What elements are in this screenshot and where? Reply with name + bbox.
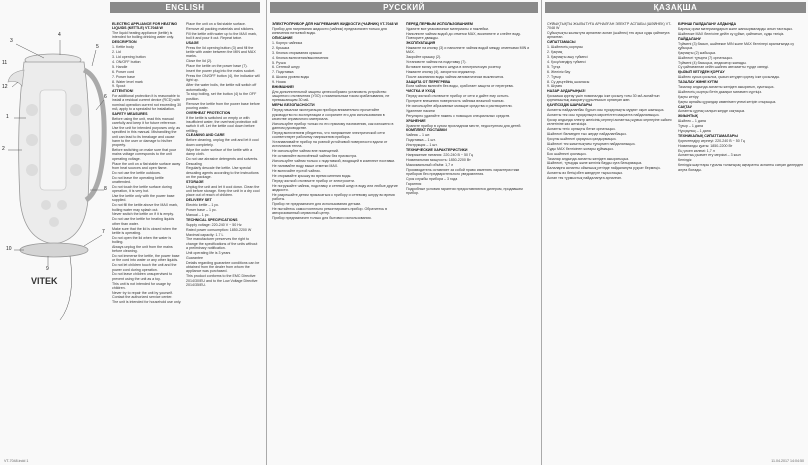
manual-paragraph: Power base – 1 pc. <box>186 208 217 213</box>
manual-paragraph: Шәйнек сусыз қосылса, қызып кетуден қорғау іске қосылады. <box>678 75 781 80</box>
manual-paragraph: 4. Қосу/сөндіру түймесі <box>547 59 586 64</box>
manual-paragraph: Регулярно удаляйте накипь с помощью специальных средств. <box>406 113 511 118</box>
manual-paragraph: Do not use the kettle outdoors. <box>112 170 161 175</box>
manual-paragraph: Before switching on make sure that your mains voltage corresponds to the unit operating voltage. <box>112 148 177 161</box>
manual-paragraph: Unplug the unit and let it cool down. Clean the unit before storage. Keep the unit in a dry cool place out of reach of children. <box>186 184 260 198</box>
manual-paragraph: Перед чисткой отключите прибор от электросети. <box>272 178 355 183</box>
manual-paragraph: Используйте чайник только с подставкой, входящей в комплект поставки. <box>272 159 396 164</box>
manual-paragraph: Чайник – 1 шт. <box>406 133 431 138</box>
manual-paragraph: ҚАУІПСІЗДІК ШАРАЛАРЫ <box>547 103 593 108</box>
manual-paragraph: ATTENTION! <box>112 89 134 94</box>
manual-paragraph: Maximal capacity: 1.7 L <box>186 232 224 237</box>
manual-paragraph: Wipe the outer surface of the kettle with a damp cloth. <box>186 147 253 156</box>
manual-paragraph: Вставьте вилку сетевого шнура в электрическую розетку. <box>406 64 502 69</box>
manual-paragraph: 1. Kettle body <box>112 45 134 50</box>
manual-paragraph: Не используйте чайник вне помещений. <box>272 149 339 154</box>
manual-paragraph: Шәйнекті, тұғырды және желілік бауды суға батырмаңыз. <box>547 161 643 166</box>
manual-paragraph: Қақты кетіру <box>678 94 699 99</box>
manual-paragraph: Аспап тек тұрмыстық пайдалануға арналған. <box>547 176 622 181</box>
manual-paragraph: Түймені (3) басып, шәйнекке MIN және MAX белгілері аралығында су құйыңыз. <box>678 41 794 50</box>
manual-paragraph: ПАЙДАЛАНУ <box>678 36 701 41</box>
manual-paragraph: Шәйнекті тек жиынтықтағы тұғырмен пайдаланыңыз. <box>547 141 636 146</box>
callout-5: 5 <box>96 44 99 50</box>
manual-paragraph: Тазалар алдында аспапты желіден ажыратып, суытыңыз. <box>678 84 775 89</box>
callout-7: 7 <box>102 229 105 235</box>
manual-paragraph: ОПИСАНИЕ <box>272 36 293 41</box>
manual-paragraph: Use the kettle only with the power base supplied. <box>112 194 175 203</box>
manual-paragraph: Гарантия <box>406 181 422 186</box>
manual-paragraph: Remove all packing materials and stickers. <box>186 26 255 31</box>
manual-paragraph: Do not open the lid when the water is boiling. <box>112 235 172 244</box>
manual-paragraph: Тұғыр – 1 дана <box>678 124 703 129</box>
manual-paragraph: Қосулы шәйнекті қараусыз қалдырмаңыз. <box>547 137 617 141</box>
manual-paragraph: CLEANING AND CARE <box>186 133 225 138</box>
russian-column-2 <box>406 22 536 447</box>
manual-paragraph: ЭЛЕКТРОПРИБОР ДЛЯ НАГРЕВАНИЯ ЖИДКОСТИ (ЧАЙНИК) VT-7048 W <box>272 22 398 26</box>
manual-paragraph: Аспапты пайдаланбас бұрын осы нұсқаулықты мұқият оқып шығыңыз. <box>547 108 665 113</box>
callout-1: 1 <box>6 114 9 120</box>
callout-12: 12 <box>2 84 8 90</box>
manual-paragraph: 6. Power cord <box>112 69 135 74</box>
manual-paragraph: Do not immerse the kettle, the power base or the cord into water or any other liquids. <box>112 254 180 263</box>
manual-paragraph: Manual – 1 pc. <box>186 213 210 218</box>
manual-paragraph: Use the unit for intended purposes only, as specified in this manual. Mishandling the unit can lead to its breakage and cause harm to the user or damage to his/her property. <box>112 126 181 148</box>
manual-paragraph: ТЕХНИЧЕСКИЕ ХАРАКТЕРИСТИКИ <box>406 147 468 152</box>
manual-paragraph: STORAGE <box>186 179 204 184</box>
manual-paragraph: 8. Су деңгейінің шкаласы <box>547 79 590 84</box>
manual-paragraph: Do not use abrasive detergents and solvents. <box>186 156 259 161</box>
manual-paragraph: Нұсқаулық – 1 дана <box>678 129 711 133</box>
manual-paragraph: If the kettle is switched on empty or with insufficient water, the overheat protection will switch it off. Let the kettle cool down before refilling. <box>186 115 258 133</box>
manual-paragraph: Guarantee <box>186 255 203 260</box>
manual-paragraph: Суды MAX белгісінен жоғары құймаңыз. <box>547 146 614 151</box>
manual-paragraph: Устанавливайте прибор на ровной устойчивой поверхности вдали от источников тепла. <box>272 140 388 149</box>
manual-paragraph: СҰЙЫҚТЫҚТЫ ЖЫЛЫТУҒА АРНАЛҒАН ЭЛЕКТР АСПАБЫ (ШӘЙНЕК) VT-7048 W <box>547 22 672 31</box>
footer-file: VT-7048.indd 1 <box>4 459 29 463</box>
manual-paragraph: 7. Power base <box>112 74 135 79</box>
manual-paragraph: Нажмите кнопку (4), загорится индикатор. <box>406 69 476 74</box>
manual-paragraph: Never try to repair the unit by yourself. Contact the authorized service center. <box>112 290 173 300</box>
brand-logo: VITEK <box>31 276 58 286</box>
manual-paragraph: Установите чайник на подставку (7). <box>406 59 467 64</box>
manual-paragraph: ТАЗАЛАУ ЖӘНЕ КҮТІМ <box>678 80 718 85</box>
manual-paragraph: 2. Крышка <box>272 45 290 50</box>
manual-paragraph: Regularly descale the kettle. Use special descaling agents according to the instructions on the package. <box>186 166 259 180</box>
manual-paragraph: ХРАНЕНИЕ <box>406 118 426 123</box>
manual-paragraph: Place the kettle on the power base (7). <box>186 64 248 69</box>
manual-paragraph: Insert the power plug into the mains socket. <box>186 69 256 74</box>
manual-paragraph: Аспапты өз бетіңізбен жөндеуге тырыспаңыз. <box>547 171 623 176</box>
manual-paragraph: Remove the kettle from the power base before pouring water. <box>186 101 260 110</box>
manual-paragraph: Аспапты тегіс орнықты бетке орнатыңыз. <box>547 127 616 132</box>
header-kazakh: ҚАЗАҚША <box>545 2 806 13</box>
manual-paragraph: Максимальный объём: 1,7 л <box>406 162 454 167</box>
manual-paragraph: 6. Сетевой шнур <box>272 65 300 70</box>
manual-paragraph: Не погружайте чайник, подставку и сетевой шнур в воду или любые другие жидкости. <box>272 183 398 192</box>
manual-paragraph: 8. Water level mark <box>112 79 143 84</box>
manual-paragraph: 4. ON/OFF button <box>112 59 141 64</box>
callout-4: 4 <box>58 32 61 38</box>
manual-paragraph: Наполните чайник водой до отметки MAX, вскипятите и слейте воду. Повторите дважды. <box>406 31 521 41</box>
manual-paragraph: ЭКСПЛУАТАЦИЯ <box>406 40 436 45</box>
manual-paragraph: НАЗАР АУДАРЫҢЫЗ! <box>547 89 586 94</box>
manual-paragraph: ТЕХНИКАЛЫҚ СИПАТТАМАЛАРЫ <box>678 133 738 138</box>
callout-3: 3 <box>10 38 13 44</box>
english-column-2 <box>186 22 260 447</box>
manual-paragraph: Шәйнек – 1 дана <box>678 119 706 124</box>
manual-paragraph: 1. Шәйнектің корпусы <box>547 45 584 50</box>
footer-date: 11.04.2017 14:04:50 <box>771 459 804 463</box>
kazakh-column-1 <box>547 22 673 447</box>
manual-paragraph: 7. Тұғыр <box>547 74 561 79</box>
manual-paragraph: Шәйнекті тұғырға (7) орнатыңыз. <box>678 55 733 60</box>
manual-paragraph: Аспапты құрғақ салқын жерде сақтаңыз. <box>678 109 746 114</box>
manual-paragraph: Close the lid (2). <box>186 59 213 64</box>
manual-paragraph: Срок службы прибора – 3 года <box>406 176 458 181</box>
manual-paragraph: Кепілдік шарттары туралы толығырақ ақпаратты аспапты сатқан дилерден алуға болады. <box>678 163 804 172</box>
manual-paragraph: КОМПЛЕКТ ПОСТАВКИ <box>406 128 447 133</box>
manual-paragraph: Номиналды қуаты: 1850-2200 Вт <box>678 143 733 148</box>
manual-paragraph: Press the lid opening button (3) and fill the kettle with water between the MIN and MAX marks. <box>186 45 256 59</box>
manual-paragraph: Инструкция – 1 шт. <box>406 143 438 148</box>
callout-8: 8 <box>104 186 107 192</box>
manual-paragraph: МЕРЫ БЕЗОПАСНОСТИ <box>272 103 315 108</box>
manual-paragraph: TECHNICAL SPECIFICATIONS <box>186 217 238 222</box>
manual-paragraph: 5. Ручка <box>272 60 286 65</box>
manual-paragraph: 4. Кнопка включения/выключения <box>272 55 329 60</box>
manual-paragraph: Прибор предназначен только для бытового использования. <box>272 215 372 220</box>
manual-paragraph: Press the ON/OFF button (4), the indicator will light up. <box>186 74 260 83</box>
callout-6: 6 <box>104 94 107 100</box>
manual-paragraph: 3. Кнопка открывания крышки <box>272 50 322 55</box>
manual-paragraph: 5. Handle <box>112 64 128 69</box>
manual-paragraph: Сұйықтықты жылытуға арналған аспап (шәйнек) тек ауыз суды қайнатуға арналған. <box>547 31 670 40</box>
kazakh-column-2 <box>678 22 804 447</box>
manual-paragraph: After the water boils, the kettle will switch off automatically. <box>186 83 257 92</box>
manual-paragraph: This unit is not intended for usage by children. <box>112 281 171 290</box>
manual-paragraph: SAFETY MEASURES <box>112 111 148 116</box>
callout-11: 11 <box>2 60 8 66</box>
manual-paragraph: 2. Lid <box>112 50 121 55</box>
manual-paragraph: Қосымша қорғау үшін номиналды іске қосылу тоғы 30 мА аспайтын қорғаныштық ажырату құрылғысын орнатқан жөн. <box>547 94 660 103</box>
manual-paragraph: Не пытайтесь самостоятельно ремонтировать прибор. Обратитесь в авторизованный сервисный центр. <box>272 206 388 216</box>
manual-paragraph: Түймені (4) басыңыз, индикатор жанады. <box>678 60 747 65</box>
manual-paragraph: 3. Қақпақты ашу түймесі <box>547 55 588 60</box>
manual-paragraph: Қақпақты (2) жабыңыз. <box>678 50 717 55</box>
manual-paragraph: Не разрешайте детям прикасаться к прибору и сетевому шнуру во время работы. <box>272 192 395 202</box>
manual-paragraph: Шәйнектің сыртқы бетін дымқыл матамен сүртіңіз. <box>678 89 762 94</box>
manual-paragraph: Прибор для нагревания жидкости (чайник) предназначен только для кипячения питьевой воды. <box>272 26 387 36</box>
manual-paragraph: Су қайнағаннан кейін шәйнек автоматты түрде сөнеді. <box>678 65 769 70</box>
manual-paragraph: Закройте крышку (2). <box>406 55 442 60</box>
manual-paragraph: Fill the kettle with water up to the MAX mark, boil it and pour it out. Repeat twice. <box>186 31 258 41</box>
manual-paragraph: Нажмите на кнопку (3) и наполните чайник водой между отметками MIN и MAX. <box>406 45 530 55</box>
manual-paragraph: Do not use the kettle for heating liquids other than water. <box>112 217 175 226</box>
manual-paragraph: Do not leave children unsupervised to prevent using the unit as a toy. <box>112 272 173 281</box>
manual-paragraph: 6. Желілік бау <box>547 69 571 74</box>
manual-paragraph: Напряжение питания: 220-240 В ~ 50 Гц <box>406 152 474 157</box>
callout-9: 9 <box>46 266 49 272</box>
manual-paragraph: ҚЫЗЫП КЕТУДЕН ҚОРҒАУ <box>678 70 725 75</box>
manual-paragraph: Удалите все упаковочные материалы и наклейки. <box>406 26 490 31</box>
divider-2 <box>541 0 542 465</box>
manual-paragraph: ПЕРЕД ПЕРВЫМ ИСПОЛЬЗОВАНИЕМ <box>406 22 473 26</box>
manual-paragraph: Rated power consumption: 1850-2200 W <box>186 227 252 232</box>
manual-paragraph: 1. Корпус чайника <box>272 40 303 45</box>
manual-paragraph: 9. Шүмек <box>547 84 563 89</box>
manual-paragraph: 5. Тұтқа <box>547 64 561 69</box>
manual-paragraph: САҚТАУ <box>678 104 692 109</box>
manual-paragraph: Шәйнекті бөлмеден тыс жерде пайдаланбаңыз. <box>547 132 627 137</box>
manual-paragraph: Перед включением убедитесь, что напряжение электрической сети соответствует рабочему напряжению прибора. <box>272 130 385 140</box>
manual-paragraph: Удаление накипи <box>406 108 435 113</box>
manual-paragraph: Қоректендіру кернеуі: 220-240 В ~ 50 Гц <box>678 138 745 143</box>
manual-paragraph: ЖИЫНТЫҚ <box>678 114 698 119</box>
manual-paragraph: Используйте прибор только по его прямому назначению, как изложено в данном руководстве. <box>272 121 394 131</box>
kettle-drawing <box>0 0 110 465</box>
callout-10: 10 <box>6 246 12 252</box>
manual-paragraph: ЧИСТКА И УХОД <box>406 89 436 94</box>
manual-paragraph: Храните прибор в сухом прохладном месте, недоступном для детей. <box>406 123 522 128</box>
header-russian: РУССКИЙ <box>270 2 538 13</box>
manual-paragraph: Electric kettle – 1 pc. <box>186 203 220 208</box>
manual-paragraph: Never switch the kettle on if it is empty. <box>112 212 174 217</box>
manual-paragraph: 9. Носик <box>272 80 286 85</box>
manual-paragraph: 8. Шкала уровня воды <box>272 75 310 80</box>
manual-paragraph: Always unplug the unit from the mains before cleaning. <box>112 244 173 254</box>
manual-paragraph: Номинальная мощность: 1850-2200 Вт <box>406 157 471 162</box>
manual-paragraph: Протрите внешнюю поверхность чайника влажной тканью. <box>406 99 505 104</box>
manual-paragraph: Перед чисткой отключите прибор от сети и дайте ему остыть. <box>406 94 510 99</box>
manual-paragraph: Прибор не предназначен для использования детьми. <box>272 201 362 206</box>
manual-paragraph: Place the unit on a flat stable surface. <box>186 22 246 26</box>
manual-paragraph: Перед началом эксплуатации прибора внимательно прочитайте руководство по эксплуатации и сохраните его для использования в качестве справочного материала. <box>272 108 385 121</box>
manual-paragraph: Details regarding guarantee conditions can be obtained from the dealer from whom the appliance was purchased. <box>186 260 260 274</box>
manual-paragraph: После закипания воды чайник автоматически выключится. <box>406 74 505 79</box>
manual-paragraph: Қақты арнайы құралдар көмегімен үнемі кетіріп отырыңыз. <box>678 99 777 104</box>
manual-paragraph: Before using the unit, read this manual carefully and keep it for future reference. <box>112 116 177 126</box>
manual-paragraph: Балаларға аспапты ойыншық ретінде пайдалануға рұқсат бермеңіз. <box>547 166 661 171</box>
manual-paragraph: The liquid heating appliance (kettle) is intended for boiling drinking water only. <box>112 31 175 40</box>
manual-paragraph: 3. Lid opening button <box>112 55 146 60</box>
manual-paragraph: Подставка – 1 шт. <box>406 138 436 143</box>
manual-paragraph: To stop boiling, set the button (4) to the OFF position. <box>186 92 257 101</box>
manual-paragraph: Подробные условия гарантии предоставляются дилером, продавшим прибор. <box>406 186 523 195</box>
header-english: ENGLISH <box>110 2 260 13</box>
manual-paragraph: Если чайник включён без воды, сработает защита от перегрева. <box>406 84 514 89</box>
manual-paragraph: The unit is intended for household use only. <box>112 300 182 304</box>
manual-paragraph: OVERHEAT PROTECTION <box>186 110 231 115</box>
manual-paragraph: Бос шәйнекті қоспаңыз. <box>547 151 587 156</box>
manual-paragraph: Аспапты тек осы нұсқаулықта көрсетілген мақсатта пайдаланыңыз. <box>547 113 660 118</box>
manual-paragraph: For additional protection it is reasonable to install a residual current device (RCD) with nominal operation current not exceeding 30 mA; apply to a specialist for installation. <box>112 94 182 112</box>
manual-paragraph: Барлық орам материалдарын және жапсырмаларды алып тастаңыз. <box>678 26 793 31</box>
manual-paragraph: Do not fill the kettle above the MAX mark, boiling water may splash out. <box>112 203 179 212</box>
manual-paragraph: Ең үлкен көлемі: 1,7 л <box>678 148 715 153</box>
manual-paragraph: ELECTRIC APPLIANCE FOR HEATING LIQUIDS (KETTLE) VT-7048 W <box>112 22 178 31</box>
manual-paragraph: DESCRIPTION <box>112 40 137 45</box>
manual-paragraph: This product conforms to the EMC Directive 2014/30/EU and to the Low Voltage Directive 2014/35/EU. <box>186 274 258 287</box>
manual-paragraph: 9. Spout <box>112 84 126 89</box>
manual-paragraph: Unit operating life is 3 years <box>186 250 231 255</box>
manual-paragraph: The manufacturer preserves the right to change the specifications of the units without a preliminary notification. <box>186 237 258 251</box>
manual-paragraph: ЗАЩИТА ОТ ПЕРЕГРЕВА <box>406 79 451 84</box>
manual-paragraph: Производитель оставляет за собой право изменять характеристики приборов без предварительного уведомления. <box>406 167 520 176</box>
manual-paragraph: Do not touch the kettle surface during operation, it is very hot. <box>112 184 172 194</box>
callout-2: 2 <box>2 146 5 152</box>
manual-paragraph: СИПАТТАМАСЫ <box>547 40 576 45</box>
manual-paragraph: Не наливайте воду выше отметки MAX. <box>272 163 339 168</box>
kettle-illustration <box>0 0 110 465</box>
manual-paragraph: Тазалар алдында аспапты желіден ажыратыңыз. <box>547 156 630 161</box>
manual-paragraph: Не включайте пустой чайник. <box>272 168 321 173</box>
manual-paragraph: Do not let children touch the unit and the power cord during operation. <box>112 263 177 272</box>
manual-paragraph: Place the unit on a flat stable surface away from heat sources and open flame. <box>112 161 181 170</box>
manual-paragraph: Не используйте абразивные моющие средства и растворители. <box>406 103 513 108</box>
english-column-1 <box>112 22 182 447</box>
manual-paragraph: Аспаптың қызмет ету мерзімі – 3 жыл <box>678 153 741 158</box>
manual-paragraph: ВНИМАНИЕ! <box>272 84 295 89</box>
manual-paragraph: 2. Қақпақ <box>547 50 563 55</box>
divider-1 <box>266 0 267 465</box>
manual-paragraph: Make sure that the lid is closed when the kettle is operating. <box>112 226 177 235</box>
manual-paragraph: Қосар алдында электр желісінің кернеуі аспаптың жұмыс кернеуіне сәйкес келетініне көз жеткізіңіз. <box>547 118 672 127</box>
manual-paragraph: Не открывайте крышку во время кипения воды. <box>272 173 352 178</box>
manual-paragraph: USAGE <box>186 40 199 45</box>
manual-paragraph: Не оставляйте включённый чайник без присмотра. <box>272 154 357 159</box>
manual-paragraph: Supply voltage: 220-240 V ~ 50 Hz <box>186 222 242 227</box>
manual-paragraph: DELIVERY SET <box>186 198 212 203</box>
manual-paragraph: Для дополнительной защиты целесообразно установить устройство защитного отключения (УЗО) с номинальным током срабатывания, не превышающим 30 мА. <box>272 89 390 103</box>
manual-paragraph: БІРІНШІ ПАЙДАЛАНУ АЛДЫНДА <box>678 22 737 26</box>
manual-paragraph: Кепілдік <box>678 158 692 163</box>
manual-paragraph: Descaling <box>186 161 202 166</box>
manual-paragraph: Шәйнекке MAX белгісіне дейін су құйып, қайнатып, суды төгіңіз. <box>678 31 785 36</box>
manual-paragraph: 7. Подставка <box>272 70 294 75</box>
manual-paragraph: Before cleaning, unplug the unit and let it cool down completely. <box>186 138 259 147</box>
manual-paragraph: Do not leave the operating kettle unattended. <box>112 175 164 184</box>
russian-column-1 <box>272 22 400 447</box>
